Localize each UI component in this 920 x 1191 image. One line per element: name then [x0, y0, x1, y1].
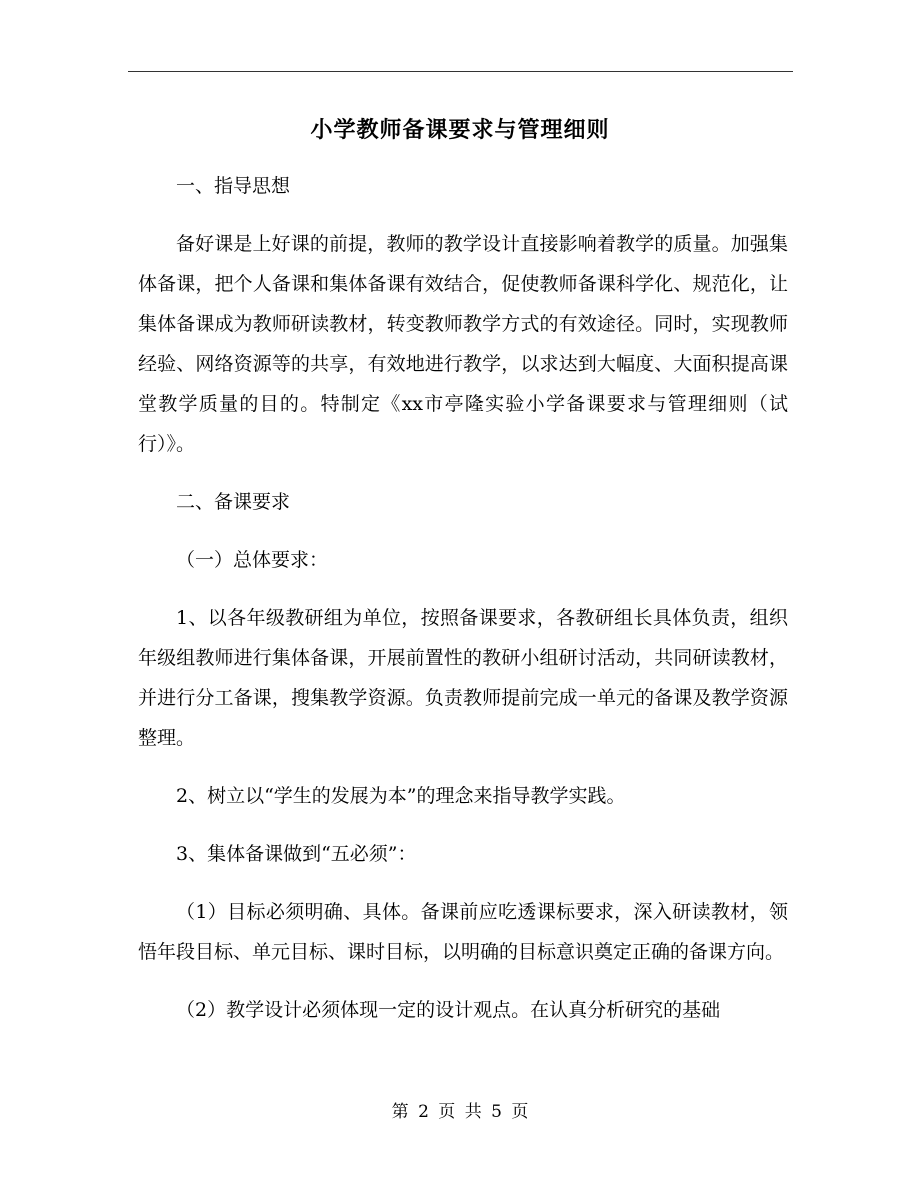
- section-heading-requirements: 二、备课要求: [176, 491, 291, 513]
- section-heading-guiding-thought: 一、指导思想: [176, 175, 291, 197]
- document-title: 小学教师备课要求与管理细则: [310, 117, 610, 143]
- subsection-heading-general: （一）总体要求：: [176, 549, 329, 571]
- page-number-footer: 第 2 页 共 5 页: [391, 1102, 529, 1122]
- list-item-3-2: （2）教学设计必须体现一定的设计观点。在认真分析研究的基础: [176, 999, 721, 1021]
- document-body: [138, 166, 788, 1048]
- header-rule: [128, 71, 793, 72]
- list-item-1: 1、以各年级教研组为单位，按照备课要求，各教研组长具体负责，组织年级组教师进行集体备课，开展前置性的教研小组研讨活动，共同研读教材，并进行分工备课，搜集教学资源。负责教师提前完成一单元的备课及教学资源整理。: [138, 607, 788, 749]
- list-item-2: 2、树立以“学生的发展为本”的理念来指导教学实践。: [176, 785, 626, 807]
- list-item-3-1: （1）目标必须明确、具体。备课前应吃透课标要求，深入研读教材，领悟年段目标、单元目标、课时目标，以明确的目标意识奠定正确的备课方向。: [138, 901, 788, 963]
- paragraph-guiding-thought: 备好课是上好课的前提，教师的教学设计直接影响着教学的质量。加强集体备课，把个人备课和集体备课有效结合，促使教师备课科学化、规范化，让集体备课成为教师研读教材，转变教师教学方式的有效途径。同时，实现教师经验、网络资源等的共享，有效地进行教学，以求达到大幅度、大面积提高课堂教学质量的目的。特制定《xx市亭隆实验小学备课要求与管理细则（试行）》。: [138, 233, 788, 455]
- list-item-3: 3、集体备课做到“五必须”：: [176, 843, 417, 865]
